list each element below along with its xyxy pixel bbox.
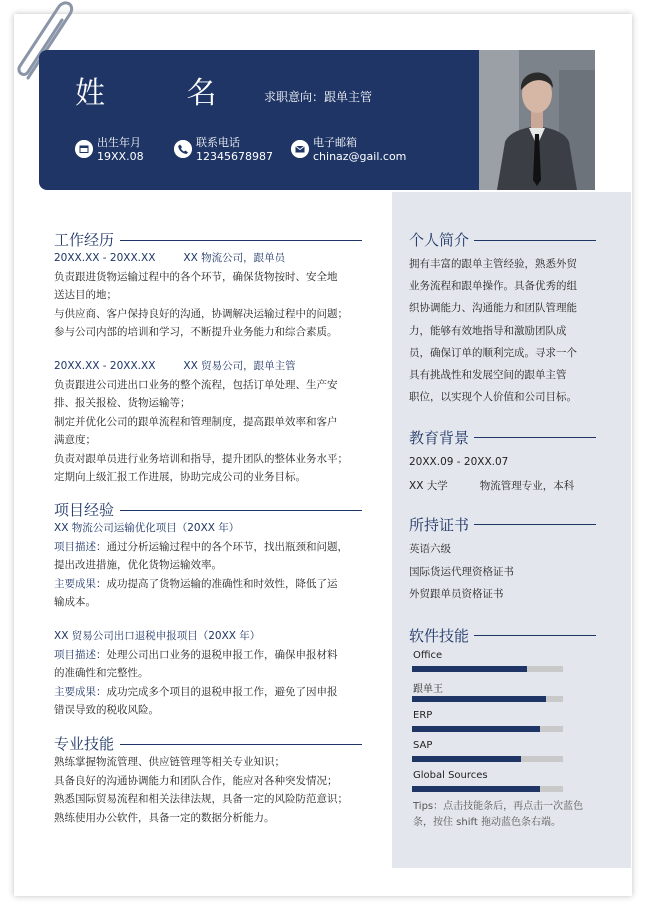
project-2-result: 错误导致的税收风险。 bbox=[54, 704, 159, 716]
job-2-line: 满意度； bbox=[54, 434, 96, 446]
project-1-desc: 提出改进措施，优化货物运输效率。 bbox=[54, 559, 222, 571]
job-2-line: 排、报关报检、货物运输等； bbox=[54, 397, 191, 409]
profile-line: 力，能够有效地指导和激励团队成 bbox=[409, 324, 567, 337]
job-1-line: 送达目的地； bbox=[54, 289, 117, 301]
skill-label: Office bbox=[413, 650, 443, 661]
education-school: XX 大学 bbox=[409, 480, 448, 492]
education-divider bbox=[474, 437, 596, 438]
pro-skills-section-title: 专业技能 bbox=[54, 735, 115, 753]
profile-line: 具有挑战性和发展空间的跟单主管 bbox=[409, 369, 567, 382]
profile-photo bbox=[479, 50, 595, 190]
job-2-line: 定期向上级汇报工作进展，协助完成公司的业务目标。 bbox=[54, 471, 306, 483]
skill-bar-fill[interactable] bbox=[412, 786, 540, 792]
job-2 bbox=[54, 357, 364, 487]
phone-icon bbox=[174, 140, 192, 158]
project-2-name: XX 贸易公司出口退税申报项目（20XX 年） bbox=[54, 630, 261, 642]
candidate-name: 姓 名 bbox=[75, 76, 253, 111]
job-1-period: 20XX.XX - 20XX.XX bbox=[54, 252, 156, 264]
mail-icon bbox=[291, 140, 309, 158]
certs-section-title: 所持证书 bbox=[409, 516, 470, 534]
software-section-title: 软件技能 bbox=[409, 627, 470, 645]
profile-line: 员，确保订单的顺利完成。寻求一个 bbox=[409, 346, 577, 359]
profile-divider bbox=[474, 240, 596, 241]
project-1-desc-label: 项目描述： bbox=[54, 540, 107, 553]
job-target: 求职意向：跟单主管 bbox=[264, 90, 373, 104]
birth-value: 19XX.08 bbox=[97, 150, 144, 163]
job-1-company: XX 物流公司，跟单员 bbox=[183, 252, 286, 264]
pro-skill-line: 熟悉国际贸易流程和相关法律法规，具备一定的风险防范意识； bbox=[54, 793, 348, 805]
profile-line: 业务流程和跟单操作。具备优秀的组 bbox=[409, 280, 577, 293]
project-2-desc: 处理公司出口业务的退税申报工作，确保申报材料 bbox=[106, 648, 338, 661]
work-divider bbox=[120, 240, 362, 241]
pro-skill-line: 具备良好的沟通协调能力和团队合作，能应对各种突发情况； bbox=[54, 774, 338, 787]
job-1-line: 负责跟进货物运输过程中的各个环节，确保货物按时、安全地 bbox=[54, 270, 338, 283]
cert-item: 英语六级 bbox=[409, 543, 451, 555]
software-divider bbox=[474, 635, 596, 636]
projects-section-title: 项目经验 bbox=[54, 501, 115, 519]
cert-item: 外贸跟单员资格证书 bbox=[409, 588, 504, 600]
skill-bar[interactable] bbox=[412, 666, 563, 672]
job-1-line: 与供应商、客户保持良好的沟通，协调解决运输过程中的问题； bbox=[54, 307, 348, 320]
project-2-result-label: 主要成果： bbox=[54, 685, 107, 698]
certs-divider bbox=[474, 524, 596, 525]
skill-bar[interactable] bbox=[412, 756, 563, 762]
project-1-desc: 通过分析运输过程中的各个环节，找出瓶颈和问题， bbox=[106, 540, 348, 553]
job-2-period: 20XX.XX - 20XX.XX bbox=[54, 360, 156, 372]
job-1-line: 参与公司内部的培训和学习，不断提升业务能力和综合素质。 bbox=[54, 326, 338, 338]
skill-bar-fill[interactable] bbox=[412, 726, 540, 732]
phone-label: 联系电话 bbox=[196, 136, 240, 149]
pro-skills-list bbox=[54, 753, 374, 827]
projects-divider bbox=[120, 510, 362, 511]
skill-label: 跟单王 bbox=[413, 684, 443, 695]
tip-line: 条，按住 shift 拖动蓝色条右端。 bbox=[413, 817, 561, 828]
project-2-desc: 的准确性和完整性。 bbox=[54, 667, 149, 679]
project-1 bbox=[54, 519, 364, 612]
skill-bar-fill[interactable] bbox=[412, 696, 546, 702]
portrait-image bbox=[479, 50, 595, 190]
profile-section-title: 个人简介 bbox=[409, 231, 470, 249]
skill-bar[interactable] bbox=[412, 726, 563, 732]
job-2-line: 负责对跟单员进行业务培训和指导，提升团队的整体业务水平； bbox=[54, 452, 348, 465]
birth-label: 出生年月 bbox=[97, 136, 141, 149]
work-section-title: 工作经历 bbox=[54, 231, 115, 249]
education-period: 20XX.09 - 20XX.07 bbox=[409, 456, 509, 468]
education-major: 物流管理专业，本科 bbox=[479, 480, 575, 492]
calendar-icon bbox=[75, 140, 93, 158]
skill-bar-fill[interactable] bbox=[412, 756, 521, 762]
project-2 bbox=[54, 627, 364, 720]
certs-list bbox=[409, 538, 604, 606]
skill-bar[interactable] bbox=[412, 786, 563, 792]
profile-line: 拥有丰富的跟单主管经验，熟悉外贸 bbox=[409, 258, 577, 270]
job-2-company: XX 贸易公司，跟单主管 bbox=[183, 360, 296, 372]
skills-tip bbox=[413, 799, 608, 831]
profile-line: 职位，以实现个人价值和公司目标。 bbox=[409, 391, 577, 404]
project-1-result: 成功提高了货物运输的准确性和时效性，降低了运 bbox=[106, 577, 338, 590]
profile-line: 织协调能力、沟通能力和团队管理能 bbox=[409, 302, 577, 315]
skill-label: SAP bbox=[413, 740, 433, 751]
pro-skills-divider bbox=[120, 744, 362, 745]
phone-value: 12345678987 bbox=[196, 150, 273, 163]
pro-skill-line: 熟练掌握物流管理、供应链管理等相关专业知识； bbox=[54, 756, 285, 768]
education-section-title: 教育背景 bbox=[409, 429, 470, 447]
email-value: chinaz@gail.com bbox=[313, 150, 407, 163]
header-banner bbox=[39, 50, 479, 190]
skill-bar-fill[interactable] bbox=[412, 666, 527, 672]
tip-line: Tips：点击技能条后，再点击一次蓝色 bbox=[413, 801, 584, 812]
skill-label: Global Sources bbox=[413, 770, 488, 781]
job-1 bbox=[54, 249, 364, 342]
education-details bbox=[409, 450, 604, 498]
profile-text bbox=[409, 253, 604, 408]
pro-skill-line: 熟练使用办公软件，具备一定的数据分析能力。 bbox=[54, 811, 275, 824]
cert-item: 国际货运代理资格证书 bbox=[409, 565, 514, 578]
project-2-result: 成功完成多个项目的退税申报工作，避免了因申报 bbox=[106, 685, 338, 698]
skill-label: ERP bbox=[413, 710, 433, 721]
job-2-line: 负责跟进公司进出口业务的整个流程，包括订单处理、生产安 bbox=[54, 378, 338, 391]
project-1-name: XX 物流公司运输优化项目（20XX 年） bbox=[54, 522, 240, 534]
skill-bar[interactable] bbox=[412, 696, 563, 702]
email-label: 电子邮箱 bbox=[313, 136, 357, 149]
project-1-result: 输成本。 bbox=[54, 596, 96, 608]
job-2-line: 制定并优化公司的跟单流程和管理制度，提高跟单效率和客户 bbox=[54, 415, 338, 428]
project-1-result-label: 主要成果： bbox=[54, 577, 107, 590]
project-2-desc-label: 项目描述： bbox=[54, 648, 107, 661]
